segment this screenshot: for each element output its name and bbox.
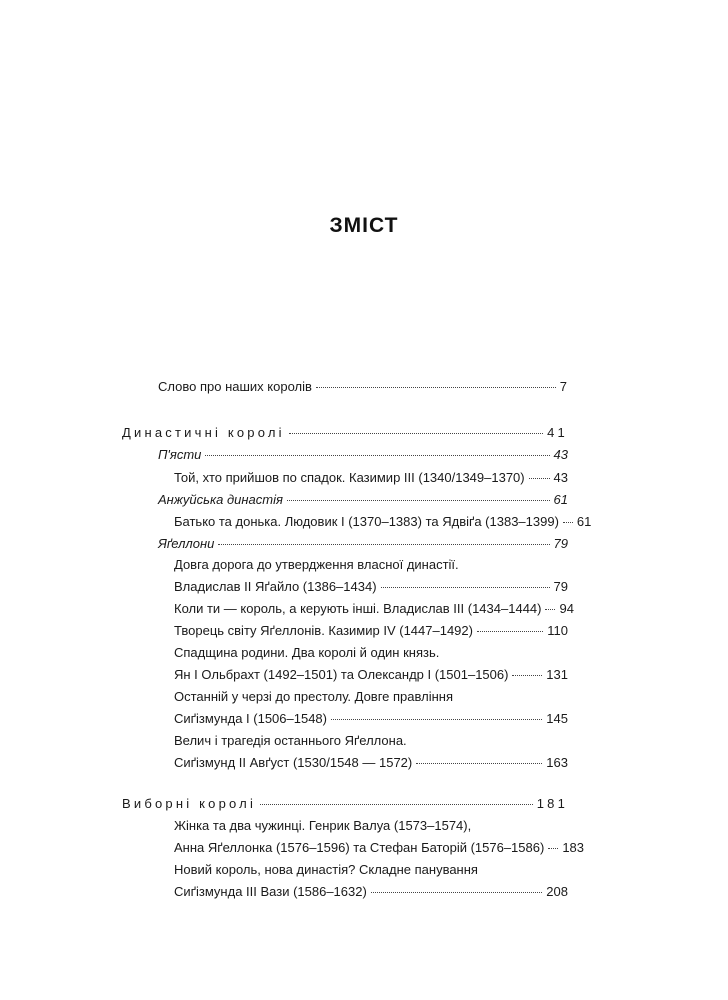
dot-leader xyxy=(548,848,558,849)
toc-section-elective[interactable] xyxy=(122,796,568,812)
toc-entry-title: Ян I Ольбрахт (1492–1501) та Олександр I (1501–1506) xyxy=(174,667,509,682)
toc-entry-vasa-line1[interactable] xyxy=(174,862,478,878)
toc-entry-title: Жінка та два чужинці. Генрик Валуа (1573–1574), xyxy=(174,818,472,833)
toc-entry-valois-line2[interactable] xyxy=(174,840,585,856)
toc-entry-title: Останній у черзі до престолу. Довге правління xyxy=(174,689,453,704)
toc-page-number: 181 xyxy=(536,796,568,811)
dot-leader xyxy=(381,587,550,588)
toc-page-number: 110 xyxy=(547,623,568,638)
dot-leader xyxy=(331,719,542,720)
toc-entry-olbracht-line1[interactable] xyxy=(174,645,439,661)
toc-entry-title: Той, хто прийшов по спадок. Казимир III (1340/1349–1370) xyxy=(174,470,525,485)
toc-entry-valois-line1[interactable] xyxy=(174,818,471,834)
dot-leader xyxy=(205,455,549,456)
toc-entry-title: Велич і трагедія останнього Яґеллона. xyxy=(174,733,407,748)
dot-leader xyxy=(289,433,543,434)
toc-entry-casimir4[interactable] xyxy=(174,623,568,639)
toc-entry-jagiello-line1[interactable] xyxy=(174,557,459,573)
toc-entry-sigismund1-line2[interactable] xyxy=(174,711,568,727)
toc-page-number: 145 xyxy=(546,711,568,726)
toc-entry-title: Анжуйська династія xyxy=(158,492,283,507)
toc-entry-vladislav3[interactable] xyxy=(174,601,574,617)
toc-page-number: 208 xyxy=(546,884,568,899)
toc-page-number: 163 xyxy=(546,755,568,770)
toc-entry-title: Батько та донька. Людовик I (1370–1383) та Ядвіґа (1383–1399) xyxy=(174,514,559,529)
toc-entry-jagiello-line2[interactable] xyxy=(174,579,568,595)
toc-entry-louis[interactable] xyxy=(174,514,592,530)
toc-entry-title: Новий король, нова династія? Складне панування xyxy=(174,862,478,877)
page-title: ЗМІСТ xyxy=(329,214,399,237)
toc-entry-title: Яґеллони xyxy=(158,536,215,551)
toc-entry-intro[interactable] xyxy=(158,379,567,395)
toc-page-number: 79 xyxy=(553,579,568,594)
toc-entry-title: Довга дорога до утвердження власної династії. xyxy=(174,557,459,572)
dot-leader xyxy=(416,763,542,764)
toc-section-title: Династичні королі xyxy=(122,425,285,440)
toc-section-title: Виборні королі xyxy=(122,796,257,811)
dot-leader xyxy=(260,804,533,805)
toc-entry-olbracht-line2[interactable] xyxy=(174,667,568,683)
toc-page-number: 79 xyxy=(553,536,568,551)
toc-section-dynastic[interactable] xyxy=(122,425,568,441)
toc-page-number: 61 xyxy=(553,492,568,507)
toc-entry-title: Сиґізмунда I (1506–1548) xyxy=(174,711,327,726)
toc-entry-vasa-line2[interactable] xyxy=(174,884,568,900)
toc-entry-title: Сиґізмунд II Авґуст (1530/1548 — 1572) xyxy=(174,755,413,770)
toc-page-number: 43 xyxy=(553,447,568,462)
toc-page-number: 41 xyxy=(547,425,568,440)
dot-leader xyxy=(512,675,542,676)
toc-entry-title: Коли ти — король, а керують інші. Владислав III (1434–1444) xyxy=(174,601,542,616)
toc-entry-title: Слово про наших королів xyxy=(158,379,312,394)
dot-leader xyxy=(316,387,556,388)
toc-entry-sigismund1-line1[interactable] xyxy=(174,689,453,705)
toc-page-number: 7 xyxy=(559,379,567,394)
toc-entry-title: Спадщина родини. Два королі й один князь. xyxy=(174,645,440,660)
dot-leader xyxy=(477,631,543,632)
dot-leader xyxy=(545,609,555,610)
toc-entry-piasts[interactable] xyxy=(158,447,568,463)
toc-entry-title: Владислав II Яґайло (1386–1434) xyxy=(174,579,377,594)
toc-page-number: 61 xyxy=(576,514,592,529)
toc-page-number: 183 xyxy=(562,840,585,855)
toc-entry-casimir3[interactable] xyxy=(174,470,568,486)
toc-entry-sigismund2-line1[interactable] xyxy=(174,733,407,749)
toc-entry-title: П'ясти xyxy=(158,447,202,462)
toc-entry-anjou[interactable] xyxy=(158,492,568,508)
toc-page-number: 94 xyxy=(559,601,574,616)
toc-entry-title: Сиґізмунда III Вази (1586–1632) xyxy=(174,884,367,899)
toc-entry-title: Анна Яґеллонка (1576–1596) та Стефан Баторій (1576–1586) xyxy=(174,840,545,855)
toc-entry-sigismund2-line2[interactable] xyxy=(174,755,568,771)
toc-entry-title: Творець світу Яґеллонів. Казимир IV (1447–1492) xyxy=(174,623,473,638)
dot-leader xyxy=(218,544,549,545)
dot-leader xyxy=(529,478,550,479)
dot-leader xyxy=(563,522,573,523)
toc-page-number: 43 xyxy=(553,470,568,485)
dot-leader xyxy=(371,892,542,893)
dot-leader xyxy=(287,500,550,501)
toc-entry-jagiellons[interactable] xyxy=(158,536,568,552)
toc-page-number: 131 xyxy=(546,667,568,682)
